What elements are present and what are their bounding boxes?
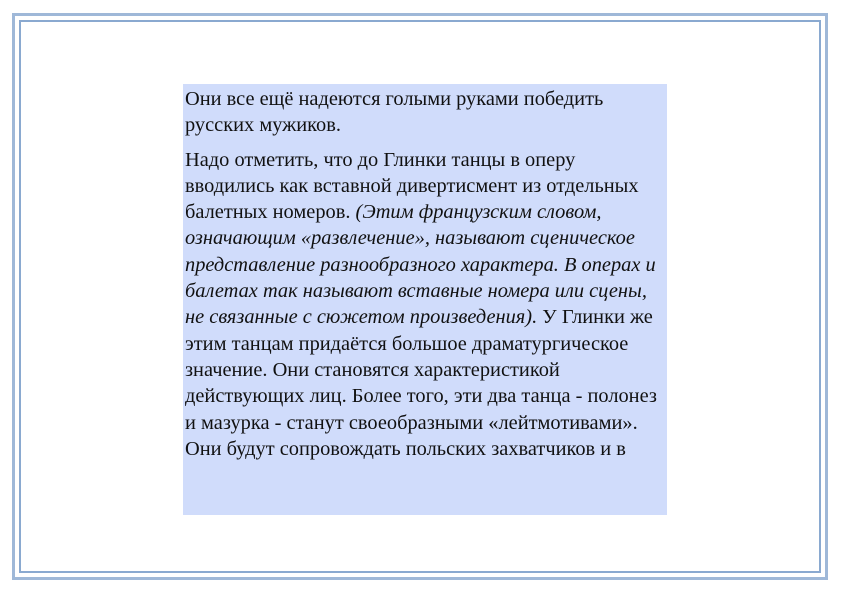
paragraph-2-italic-note: (Этим французским словом, означающим «развлечение», называют сценическое представление разнообразного характера. В операх и балетах так называют вставные номера или сцены, не связанные с сюжетом произведения). [185,201,656,329]
paragraph-1: Они все ещё надеются голыми руками победить русских мужиков. [185,88,604,137]
paragraph-2 [185,147,665,463]
text-box [183,84,667,515]
paragraph-2-intro: Надо отметить, что до Глинки танцы в оперу вводились как вставной дивертисмент из отдельных балетных номеров. [185,148,639,224]
paragraph-2-continuation: У Глинки же этим танцам придаётся большое драматургическое значение. Они становятся характеристикой действующих лиц. Более того, эти два танца - полонез и мазурка - станут своеобразными «лейтмотивами». Они будут сопровождать польских захватчиков и в [185,306,657,460]
